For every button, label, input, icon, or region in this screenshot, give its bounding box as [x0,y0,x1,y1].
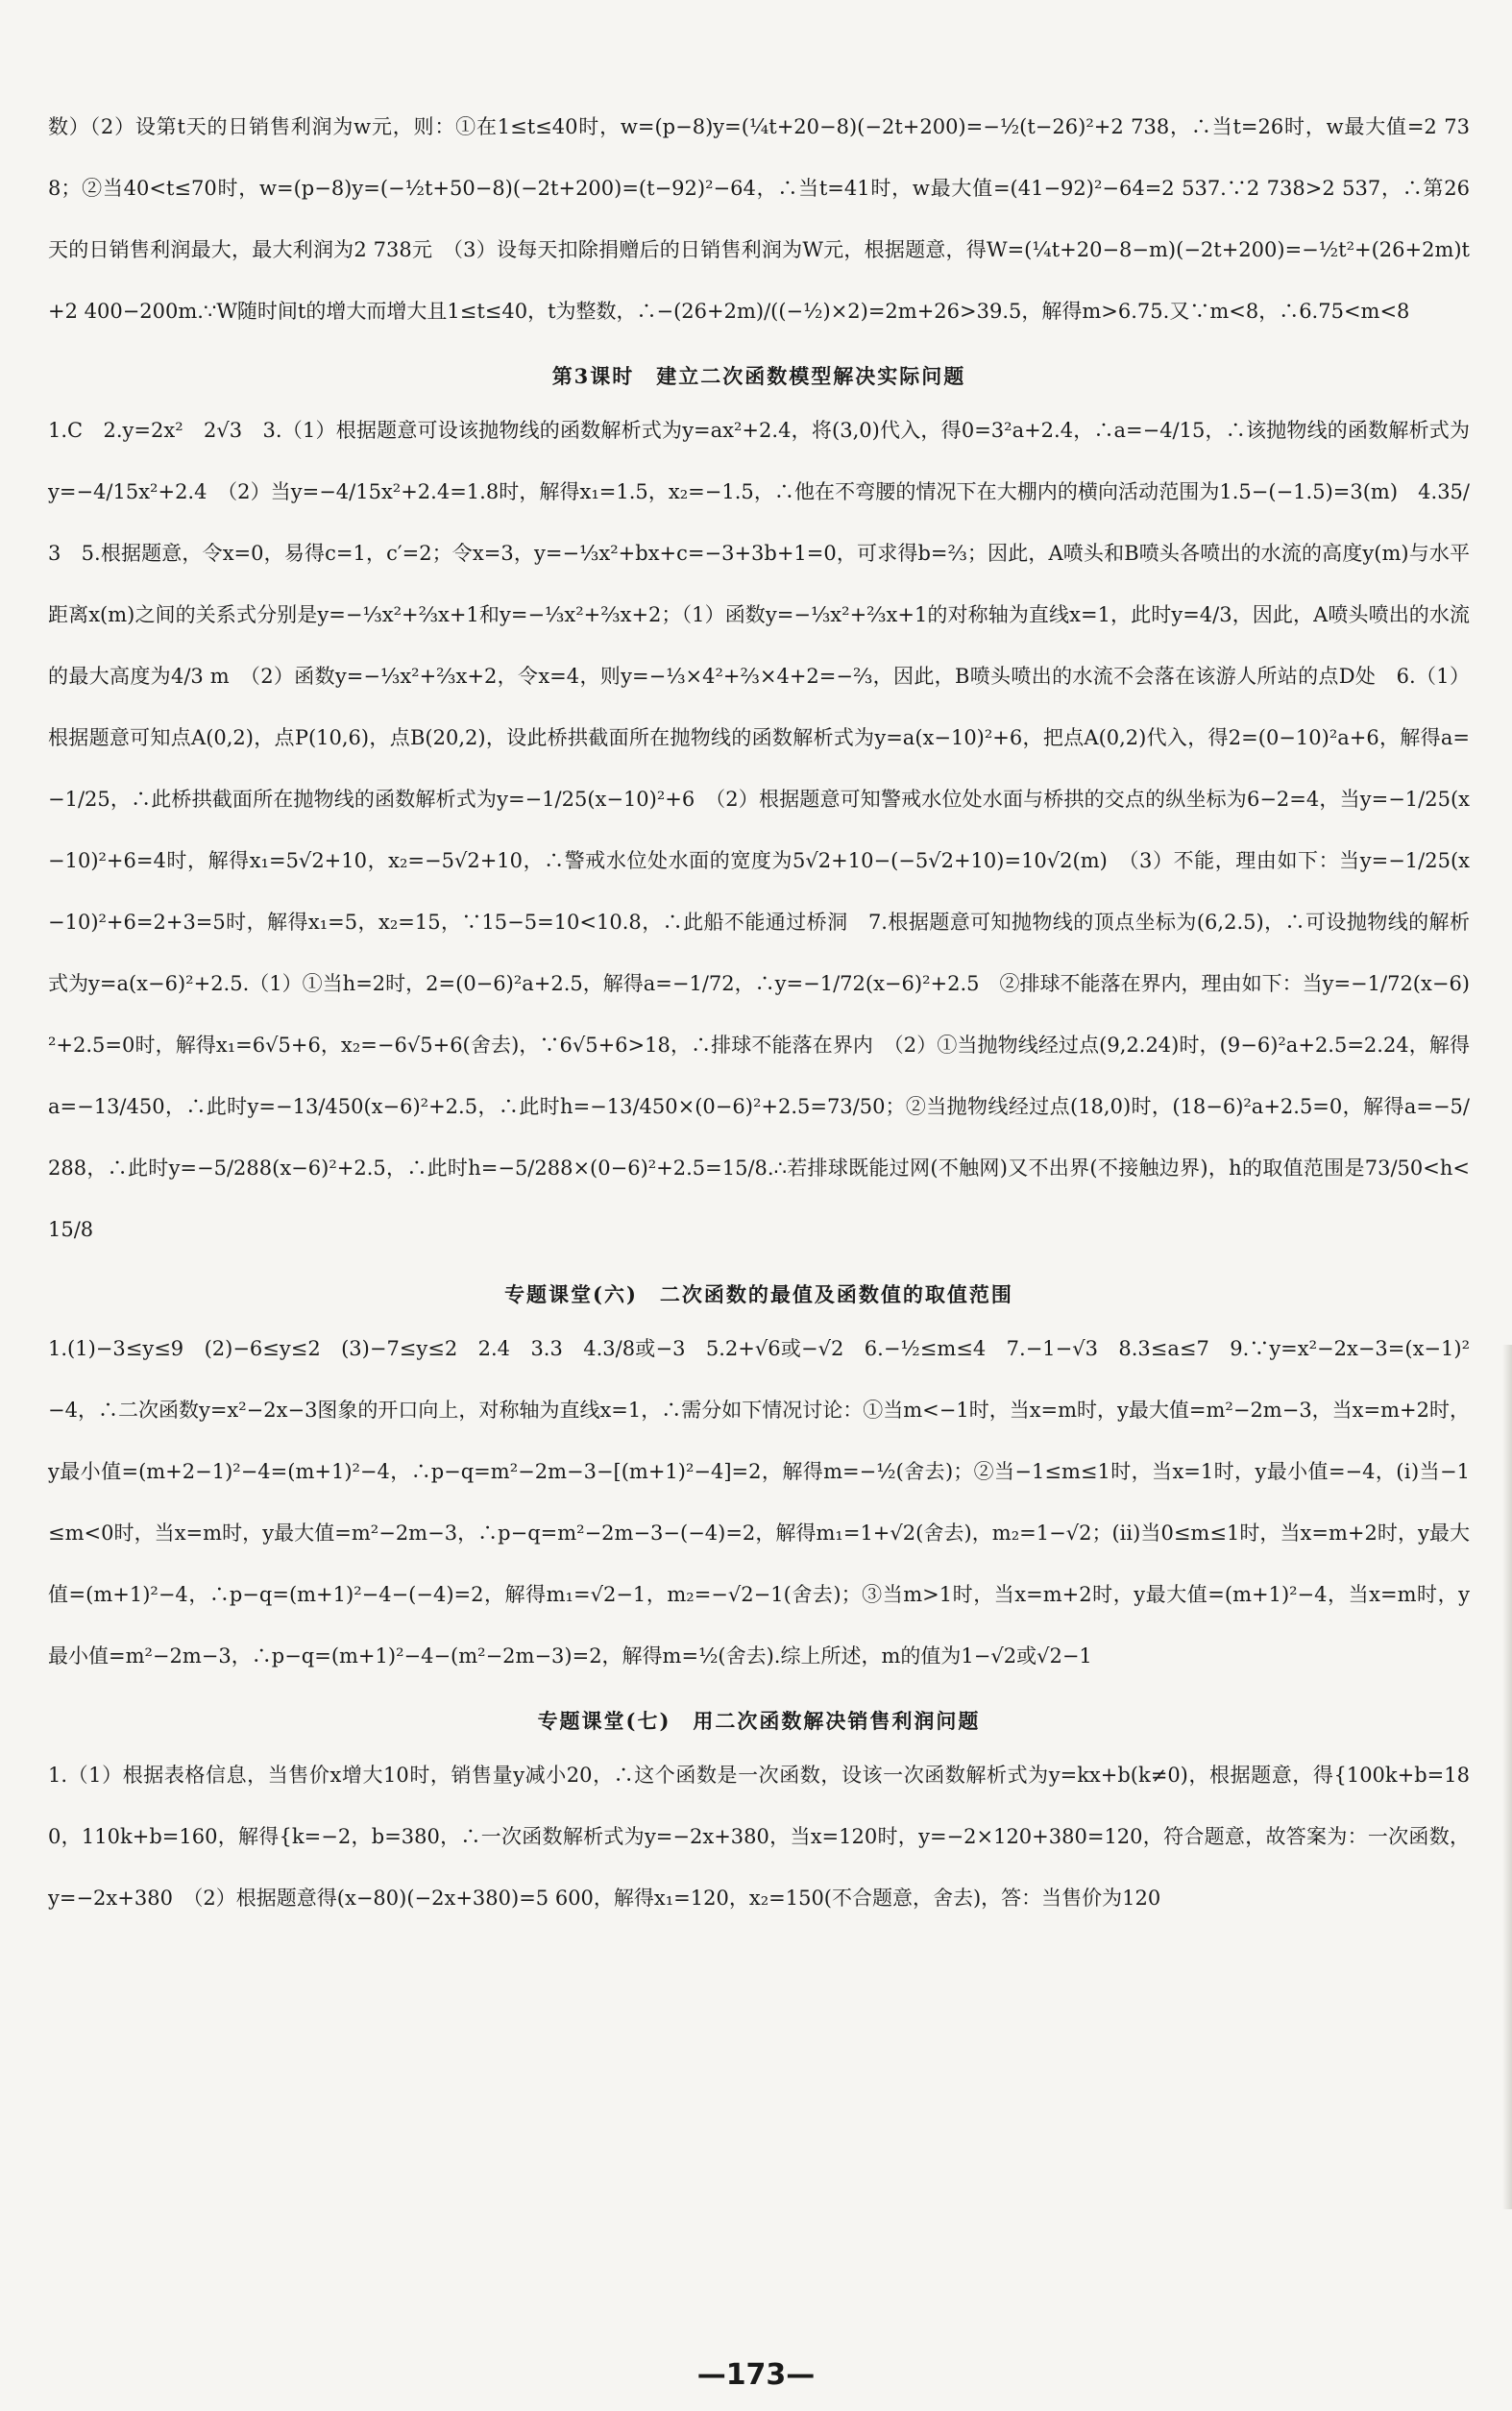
paragraph-topic-6-answers: 1.(1)−3≤y≤9 (2)−6≤y≤2 (3)−7≤y≤2 2.4 3.3 4.3/8或−3 5.2+√6或−√2 6.−½≤m≤4 7.−1−√3 8.3≤a≤7 9.∵y=x²−2x−3=(x−1)²−4，∴二次函数y=x²−2x−3图象的开口向上，对称轴为直线x=1，∴需分如下情况讨论：①当m<−1时，当x=m时，y最大值=m²−2m−3，当x=m+2时，y最小值=(m+2−1)²−4=(m+1)²−4，∴p−q=m²−2m−3−[(m+1)²−4]=2，解得m=−½(舍去)；②当−1≤m≤1时，当x=1时，y最小值=−4，(ⅰ)当−1≤m<0时，当x=m时，y最大值=m²−2m−3，∴p−q=m²−2m−3−(−4)=2，解得m₁=1+√2(舍去)，m₂=1−√2；(ⅱ)当0≤m≤1时，当x=m+2时，y最大值=(m+1)²−4，∴p−q=(m+1)²−4−(−4)=2，解得m₁=√2−1，m₂=−√2−1(舍去)；③当m>1时，当x=m+2时，y最大值=(m+1)²−4，当x=m时，y最小值=m²−2m−3，∴p−q=(m+1)²−4−(m²−2m−3)=2，解得m=½(舍去).综上所述，m的值为1−√2或√2−1 [48,1337,1470,1668]
paragraph-sales-profit-continued: 数）（2）设第t天的日销售利润为w元，则：①在1≤t≤40时，w=(p−8)y=(¼t+20−8)(−2t+200)=−½(t−26)²+2 738，∴当t=26时，w最大值=2 738；②当40<t≤70时，w=(p−8)y=(−½t+50−8)(−2t+200)=(t−92)²−64，∴当t=41时，w最大值=(41−92)²−64=2 537.∵2 738>2 537，∴第26天的日销售利润最大，最大利润为2 738元 （3）设每天扣除捐赠后的日销售利润为W元，根据题意，得W=(¼t+20−8−m)(−2t+200)=−½t²+(26+2m)t+2 400−200m.∵W随时间t的增大而增大且1≤t≤40，t为整数，∴−(26+2m)/((−½)×2)=2m+26>39.5，解得m>6.75.又∵m<8，∴6.75<m<8 [48,115,1470,323]
section-heading-topic-7: 专题课堂(七) 用二次函数解决销售利润问题 [537,1709,981,1733]
page-number: —173— [696,2358,816,2392]
paragraph-topic-7-answers: 1.（1）根据表格信息，当售价x增大10时，销售量y减小20，∴这个函数是一次函数，设该一次函数解析式为y=kx+b(k≠0)，根据题意，得{100k+b=180，110k+b=160，解得{k=−2，b=380，∴一次函数解析式为y=−2x+380，当x=120时，y=−2×120+380=120，符合题意，故答案为：一次函数，y=−2x+380 （2）根据题意得(x−80)(−2x+380)=5 600，解得x₁=120，x₂=150(不合题意，舍去)，答：当售价为120 [48,1764,1470,1910]
answer-page [48,96,1470,1929]
section-heading-lesson-3: 第3课时 建立二次函数模型解决实际问题 [551,364,966,388]
paragraph-lesson-3-answers: 1.C 2.y=2x² 2√3 3.（1）根据题意可设该抛物线的函数解析式为y=ax²+2.4，将(3,0)代入，得0=3²a+2.4，∴a=−4/15，∴该抛物线的函数解析式为y=−4/15x²+2.4 （2）当y=−4/15x²+2.4=1.8时，解得x₁=1.5，x₂=−1.5，∴他在不弯腰的情况下在大棚内的横向活动范围为1.5−(−1.5)=3(m) 4.35/3 5.根据题意，令x=0，易得c=1，c′=2；令x=3，y=−⅓x²+bx+c=−3+3b+1=0，可求得b=⅔；因此，A喷头和B喷头各喷出的水流的高度y(m)与水平距离x(m)之间的关系式分别是y=−⅓x²+⅔x+1和y=−⅓x²+⅔x+2；（1）函数y=−⅓x²+⅔x+1的对称轴为直线x=1，此时y=4/3，因此，A喷头喷出的水流的最大高度为4/3 m （2）函数y=−⅓x²+⅔x+2，令x=4，则y=−⅓×4²+⅔×4+2=−⅔，因此，B喷头喷出的水流不会落在该游人所站的点D处 6.（1）根据题意可知点A(0,2)，点P(10,6)，点B(20,2)，设此桥拱截面所在抛物线的函数解析式为y=a(x−10)²+6，把点A(0,2)代入，得2=(0−10)²a+6，解得a=−1/25，∴此桥拱截面所在抛物线的函数解析式为y=−1/25(x−10)²+6 （2）根据题意可知警戒水位处水面与桥拱的交点的纵坐标为6−2=4，当y=−1/25(x−10)²+6=4时，解得x₁=5√2+10，x₂=−5√2+10，∴警戒水位处水面的宽度为5√2+10−(−5√2+10)=10√2(m) （3）不能，理由如下：当y=−1/25(x−10)²+6=2+3=5时，解得x₁=5，x₂=15，∵15−5=10<10.8，∴此船不能通过桥洞 7.根据题意可知抛物线的顶点坐标为(6,2.5)，∴可设抛物线的解析式为y=a(x−6)²+2.5.（1）①当h=2时，2=(0−6)²a+2.5，解得a=−1/72，∴y=−1/72(x−6)²+2.5 ②排球不能落在界内，理由如下：当y=−1/72(x−6)²+2.5=0时，解得x₁=6√5+6，x₂=−6√5+6(舍去)，∵6√5+6>18，∴排球不能落在界内 （2）①当抛物线经过点(9,2.24)时，(9−6)²a+2.5=2.24，解得a=−13/450，∴此时y=−13/450(x−6)²+2.5，∴此时h=−13/450×(0−6)²+2.5=73/50；②当抛物线经过点(18,0)时，(18−6)²a+2.5=0，解得a=−5/288，∴此时y=−5/288(x−6)²+2.5，∴此时h=−5/288×(0−6)²+2.5=15/8.∴若排球既能过网(不触网)又不出界(不接触边界)，h的取值范围是73/50<h<15/8 [48,419,1470,1241]
section-heading-topic-6: 专题课堂(六) 二次函数的最值及函数值的取值范围 [504,1282,1013,1306]
page-edge-shadow [1502,1345,1512,2209]
